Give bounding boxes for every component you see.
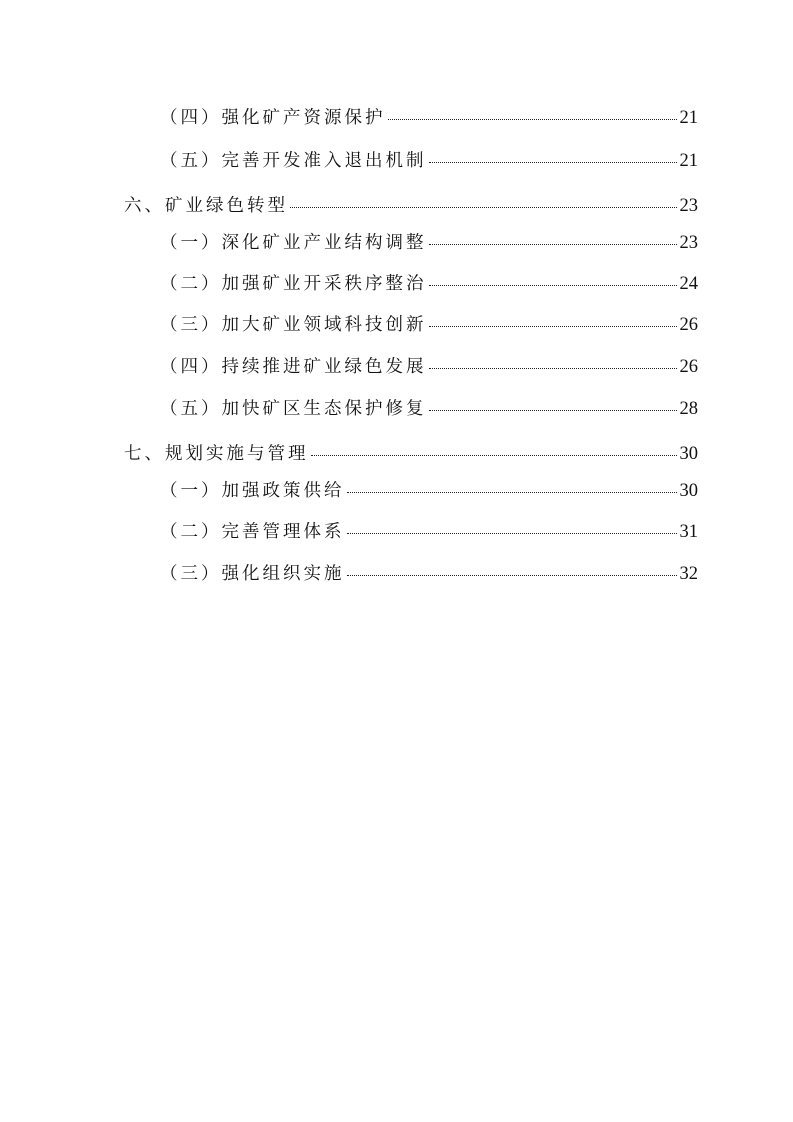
toc-entry-title: 七、规划实施与管理	[124, 444, 309, 464]
toc-entry-title: 六、矿业绿色转型	[124, 196, 288, 216]
toc-entry-deepen-structure-adjustment[interactable]	[160, 229, 698, 255]
toc-entry-page-number: 32	[679, 564, 698, 584]
toc-entry-title: （四）强化矿产资源保护	[160, 108, 386, 128]
toc-entry-title: （四）持续推进矿业绿色发展	[160, 357, 427, 377]
toc-entry-strengthen-mineral-protection[interactable]	[160, 104, 698, 130]
dot-leader	[347, 533, 677, 534]
toc-entry-mining-green-transformation[interactable]	[124, 192, 698, 218]
dot-leader	[429, 162, 677, 163]
dot-leader	[429, 368, 677, 369]
toc-entry-page-number: 26	[679, 357, 698, 377]
dot-leader	[347, 575, 677, 576]
toc-entry-page-number: 26	[679, 315, 698, 335]
toc-entry-title: （二）完善管理体系	[160, 522, 345, 542]
dot-leader	[347, 492, 677, 493]
toc-entry-page-number: 31	[679, 522, 698, 542]
dot-leader	[290, 207, 677, 208]
dot-leader	[429, 326, 677, 327]
dot-leader	[311, 455, 677, 456]
toc-entry-page-number: 21	[679, 108, 698, 128]
dot-leader	[429, 244, 677, 245]
toc-entry-plan-implementation[interactable]	[124, 440, 698, 466]
toc-entry-title: （五）完善开发准入退出机制	[160, 151, 427, 171]
toc-entry-title: （三）强化组织实施	[160, 564, 345, 584]
toc-entry-page-number: 28	[679, 399, 698, 419]
toc-entry-title: （五）加快矿区生态保护修复	[160, 399, 427, 419]
toc-entry-title: （三）加大矿业领域科技创新	[160, 315, 427, 335]
toc-entry-policy-supply[interactable]	[160, 477, 698, 503]
toc-entry-tech-innovation[interactable]	[160, 311, 698, 337]
toc-entry-improve-access-exit-mechanism[interactable]	[160, 147, 698, 173]
dot-leader	[388, 119, 677, 120]
toc-entry-page-number: 24	[679, 274, 698, 294]
toc-entry-organization-implementation[interactable]	[160, 560, 698, 586]
toc-entry-page-number: 23	[679, 196, 698, 216]
toc-entry-page-number: 30	[679, 481, 698, 501]
toc-entry-management-system[interactable]	[160, 518, 698, 544]
toc-entry-page-number: 30	[679, 444, 698, 464]
toc-entry-title: （一）深化矿业产业结构调整	[160, 233, 427, 253]
toc-entry-green-development[interactable]	[160, 353, 698, 379]
dot-leader	[429, 410, 677, 411]
toc-entry-strengthen-mining-order[interactable]	[160, 270, 698, 296]
toc-entry-title: （二）加强矿业开采秩序整治	[160, 274, 427, 294]
toc-entry-page-number: 21	[679, 151, 698, 171]
dot-leader	[429, 285, 677, 286]
toc-entry-ecological-restoration[interactable]	[160, 395, 698, 421]
toc-entry-page-number: 23	[679, 233, 698, 253]
toc-entry-title: （一）加强政策供给	[160, 481, 345, 501]
